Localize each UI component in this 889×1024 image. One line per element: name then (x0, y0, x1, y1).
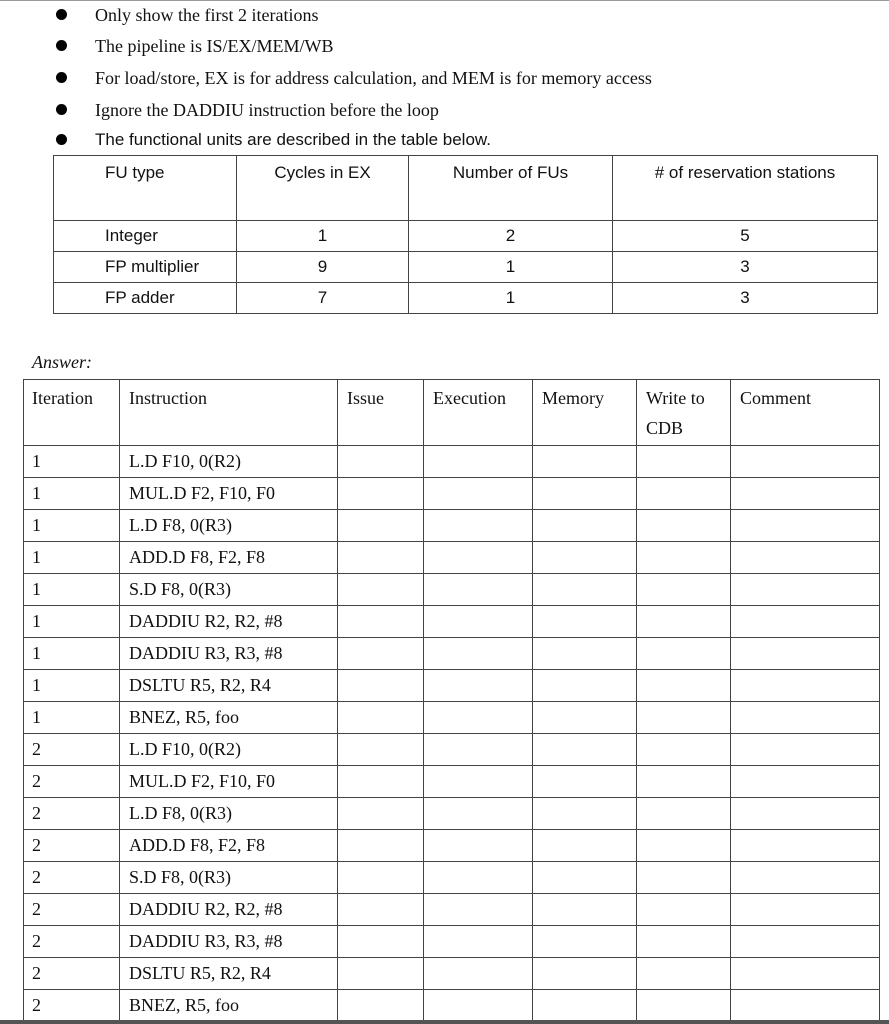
bullet-dot-icon (56, 134, 67, 145)
instruction-cell: S.D F8, 0(R3) (120, 574, 338, 606)
fu-table-row (54, 252, 878, 283)
instruction-cell: L.D F8, 0(R3) (120, 798, 338, 830)
table-row (24, 446, 880, 478)
instruction-cell: ADD.D F8, F2, F8 (120, 542, 338, 574)
execution-cell[interactable] (424, 766, 533, 798)
comment-cell[interactable] (731, 510, 880, 542)
table-row (24, 990, 880, 1022)
iteration-cell: 2 (24, 926, 120, 958)
comment-cell[interactable] (731, 638, 880, 670)
issue-cell[interactable] (338, 446, 424, 478)
write-cdb-cell[interactable] (637, 478, 731, 510)
fu-cell: 1 (237, 221, 409, 252)
comment-cell[interactable] (731, 926, 880, 958)
execution-cell[interactable] (424, 542, 533, 574)
bullet-text: The functional units are described in the table below. (95, 130, 491, 149)
iteration-cell: 2 (24, 862, 120, 894)
issue-cell[interactable] (338, 542, 424, 574)
execution-cell[interactable] (424, 670, 533, 702)
execution-cell[interactable] (424, 926, 533, 958)
memory-cell[interactable] (533, 510, 637, 542)
issue-cell[interactable] (338, 798, 424, 830)
write-cdb-cell[interactable] (637, 574, 731, 606)
table-row (24, 894, 880, 926)
issue-cell[interactable] (338, 606, 424, 638)
answer-header-cell: Write to CDB (637, 380, 731, 446)
table-row (24, 574, 880, 606)
execution-cell[interactable] (424, 510, 533, 542)
memory-cell[interactable] (533, 990, 637, 1022)
fu-table-row (54, 221, 878, 252)
answer-header-cell: Issue (338, 380, 424, 446)
fu-cell: 9 (237, 252, 409, 283)
memory-cell[interactable] (533, 638, 637, 670)
issue-cell[interactable] (338, 574, 424, 606)
iteration-cell: 1 (24, 638, 120, 670)
iteration-cell: 1 (24, 478, 120, 510)
execution-cell[interactable] (424, 606, 533, 638)
iteration-cell: 2 (24, 734, 120, 766)
memory-cell[interactable] (533, 574, 637, 606)
issue-cell[interactable] (338, 862, 424, 894)
table-row (24, 478, 880, 510)
instruction-cell: L.D F8, 0(R3) (120, 510, 338, 542)
fu-cell: 1 (409, 252, 613, 283)
answer-header-cell: Iteration (24, 380, 120, 446)
answer-header-cell: Instruction (120, 380, 338, 446)
memory-cell[interactable] (533, 766, 637, 798)
iteration-cell: 1 (24, 574, 120, 606)
instruction-cell: BNEZ, R5, foo (120, 702, 338, 734)
instruction-cell: BNEZ, R5, foo (120, 990, 338, 1022)
iteration-cell: 2 (24, 958, 120, 990)
execution-cell[interactable] (424, 478, 533, 510)
table-row (24, 798, 880, 830)
write-cdb-cell[interactable] (637, 798, 731, 830)
instruction-cell: MUL.D F2, F10, F0 (120, 766, 338, 798)
comment-cell[interactable] (731, 606, 880, 638)
iteration-cell: 2 (24, 830, 120, 862)
execution-cell[interactable] (424, 862, 533, 894)
execution-cell[interactable] (424, 830, 533, 862)
issue-cell[interactable] (338, 638, 424, 670)
bullet-text: Ignore the DADDIU instruction before the loop (95, 100, 439, 120)
table-row (24, 734, 880, 766)
comment-cell[interactable] (731, 990, 880, 1022)
functional-units-table (53, 155, 878, 314)
issue-cell[interactable] (338, 830, 424, 862)
memory-cell[interactable] (533, 958, 637, 990)
issue-cell[interactable] (338, 958, 424, 990)
execution-cell[interactable] (424, 798, 533, 830)
fu-cell: 2 (409, 221, 613, 252)
instruction-cell: L.D F10, 0(R2) (120, 446, 338, 478)
execution-cell[interactable] (424, 574, 533, 606)
memory-cell[interactable] (533, 798, 637, 830)
write-cdb-cell[interactable] (637, 670, 731, 702)
table-row (24, 606, 880, 638)
comment-cell[interactable] (731, 862, 880, 894)
iteration-cell: 2 (24, 990, 120, 1022)
comment-cell[interactable] (731, 798, 880, 830)
comment-cell[interactable] (731, 670, 880, 702)
bottom-divider (0, 1020, 889, 1024)
answer-header-cell: Execution (424, 380, 533, 446)
write-cdb-cell[interactable] (637, 830, 731, 862)
fu-cell: 5 (613, 221, 878, 252)
write-cdb-cell[interactable] (637, 702, 731, 734)
table-row (24, 702, 880, 734)
issue-cell[interactable] (338, 670, 424, 702)
write-cdb-cell[interactable] (637, 542, 731, 574)
table-row (24, 958, 880, 990)
write-cdb-cell[interactable] (637, 766, 731, 798)
table-row (24, 542, 880, 574)
bullet-dot-icon (56, 9, 67, 20)
table-row (24, 510, 880, 542)
memory-cell[interactable] (533, 862, 637, 894)
fu-cell: FP multiplier (54, 252, 237, 283)
answer-table (23, 379, 880, 1022)
execution-cell[interactable] (424, 702, 533, 734)
table-row (24, 830, 880, 862)
issue-cell[interactable] (338, 766, 424, 798)
execution-cell[interactable] (424, 734, 533, 766)
comment-cell[interactable] (731, 574, 880, 606)
write-cdb-cell[interactable] (637, 926, 731, 958)
comment-cell[interactable] (731, 446, 880, 478)
write-cdb-cell[interactable] (637, 606, 731, 638)
fu-header-cell: Number of FUs (409, 156, 613, 221)
fu-cell: 7 (237, 283, 409, 314)
bullet-text: Only show the first 2 iterations (95, 5, 319, 25)
fu-table-header (54, 156, 878, 221)
execution-cell[interactable] (424, 446, 533, 478)
write-cdb-cell[interactable] (637, 734, 731, 766)
iteration-cell: 2 (24, 894, 120, 926)
execution-cell[interactable] (424, 894, 533, 926)
fu-cell: FP adder (54, 283, 237, 314)
issue-cell[interactable] (338, 478, 424, 510)
table-row (24, 862, 880, 894)
write-cdb-cell[interactable] (637, 510, 731, 542)
answer-header-cell: Comment (731, 380, 880, 446)
fu-cell: 1 (409, 283, 613, 314)
execution-cell[interactable] (424, 990, 533, 1022)
table-row (24, 766, 880, 798)
iteration-cell: 1 (24, 670, 120, 702)
instruction-cell: DADDIU R2, R2, #8 (120, 894, 338, 926)
table-row (24, 638, 880, 670)
bullet-dot-icon (56, 72, 67, 83)
instruction-cell: S.D F8, 0(R3) (120, 862, 338, 894)
issue-cell[interactable] (338, 990, 424, 1022)
issue-cell[interactable] (338, 926, 424, 958)
write-cdb-cell[interactable] (637, 958, 731, 990)
instruction-cell: DADDIU R2, R2, #8 (120, 606, 338, 638)
bullet-text: The pipeline is IS/EX/MEM/WB (95, 36, 334, 56)
iteration-cell: 1 (24, 702, 120, 734)
bullet-text: For load/store, EX is for address calculation, and MEM is for memory access (95, 68, 652, 88)
write-cdb-cell[interactable] (637, 862, 731, 894)
issue-cell[interactable] (338, 510, 424, 542)
memory-cell[interactable] (533, 670, 637, 702)
iteration-cell: 2 (24, 766, 120, 798)
fu-cell: 3 (613, 283, 878, 314)
iteration-cell: 1 (24, 446, 120, 478)
comment-cell[interactable] (731, 734, 880, 766)
table-row (24, 926, 880, 958)
write-cdb-cell[interactable] (637, 990, 731, 1022)
fu-cell: Integer (54, 221, 237, 252)
fu-header-cell: FU type (54, 156, 237, 221)
fu-header-cell: # of reservation stations (613, 156, 878, 221)
instruction-cell: DSLTU R5, R2, R4 (120, 670, 338, 702)
bullet-dot-icon (56, 40, 67, 51)
write-cdb-cell[interactable] (637, 894, 731, 926)
memory-cell[interactable] (533, 542, 637, 574)
issue-cell[interactable] (338, 702, 424, 734)
comment-cell[interactable] (731, 830, 880, 862)
table-row (24, 670, 880, 702)
comment-cell[interactable] (731, 542, 880, 574)
iteration-cell: 2 (24, 798, 120, 830)
memory-cell[interactable] (533, 734, 637, 766)
instruction-cell: MUL.D F2, F10, F0 (120, 478, 338, 510)
iteration-cell: 1 (24, 542, 120, 574)
answer-label: Answer: (32, 352, 92, 372)
comment-cell[interactable] (731, 702, 880, 734)
memory-cell[interactable] (533, 830, 637, 862)
write-cdb-cell[interactable] (637, 638, 731, 670)
memory-cell[interactable] (533, 926, 637, 958)
execution-cell[interactable] (424, 638, 533, 670)
instruction-cell: L.D F10, 0(R2) (120, 734, 338, 766)
comment-cell[interactable] (731, 766, 880, 798)
memory-cell[interactable] (533, 606, 637, 638)
instruction-cell: ADD.D F8, F2, F8 (120, 830, 338, 862)
answer-header-cell: Memory (533, 380, 637, 446)
memory-cell[interactable] (533, 702, 637, 734)
answer-table-body (24, 446, 880, 1022)
comment-cell[interactable] (731, 958, 880, 990)
instruction-cell: DSLTU R5, R2, R4 (120, 958, 338, 990)
fu-cell: 3 (613, 252, 878, 283)
issue-cell[interactable] (338, 734, 424, 766)
bullet-dot-icon (56, 104, 67, 115)
execution-cell[interactable] (424, 958, 533, 990)
comment-cell[interactable] (731, 894, 880, 926)
answer-table-header (24, 380, 880, 446)
memory-cell[interactable] (533, 446, 637, 478)
fu-header-cell: Cycles in EX (237, 156, 409, 221)
instruction-cell: DADDIU R3, R3, #8 (120, 926, 338, 958)
memory-cell[interactable] (533, 478, 637, 510)
iteration-cell: 1 (24, 510, 120, 542)
memory-cell[interactable] (533, 894, 637, 926)
instruction-cell: DADDIU R3, R3, #8 (120, 638, 338, 670)
write-cdb-cell[interactable] (637, 446, 731, 478)
fu-table-row (54, 283, 878, 314)
comment-cell[interactable] (731, 478, 880, 510)
issue-cell[interactable] (338, 894, 424, 926)
iteration-cell: 1 (24, 606, 120, 638)
